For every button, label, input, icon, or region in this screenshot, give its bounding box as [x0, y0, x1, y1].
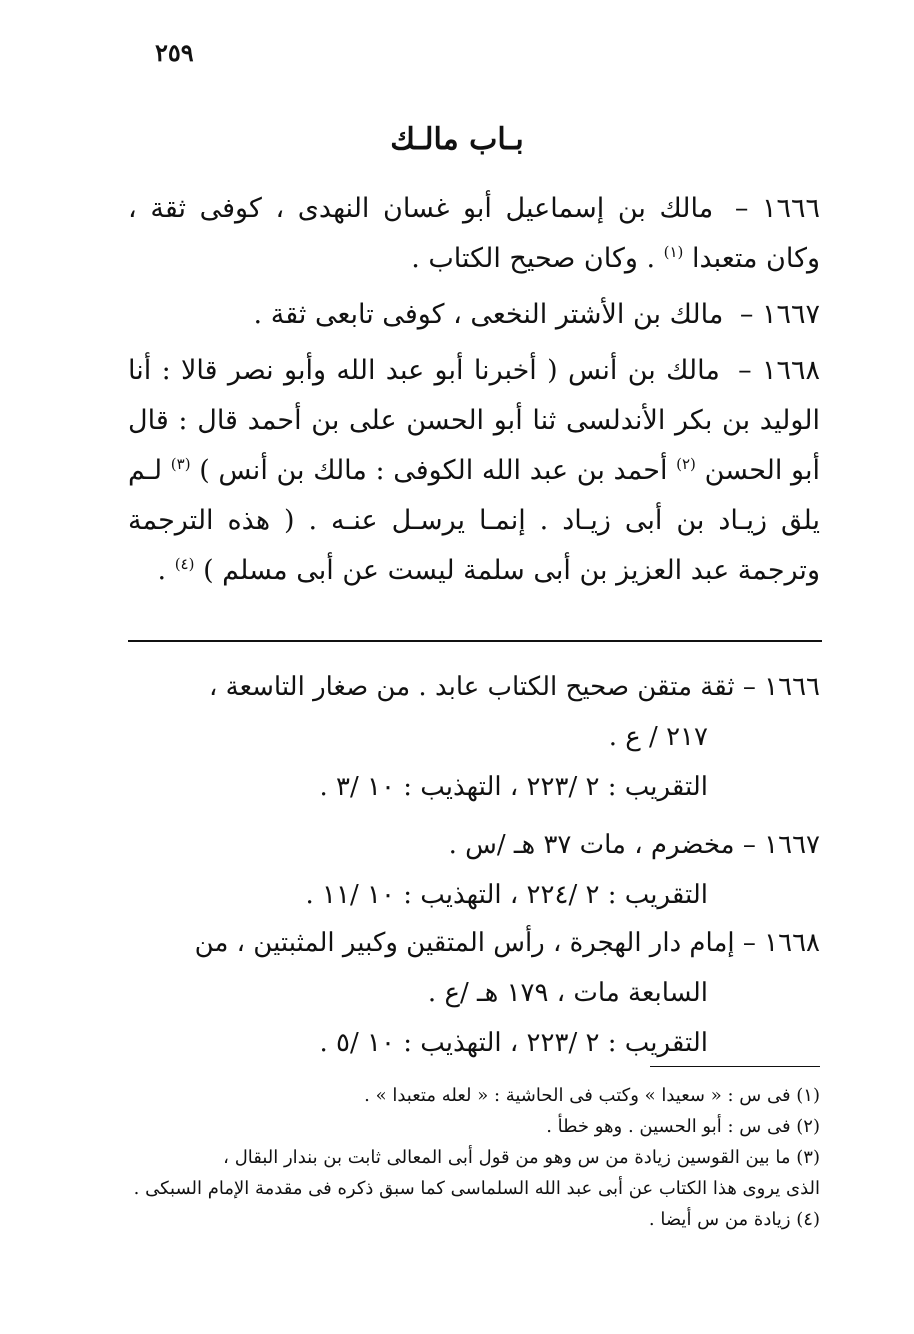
note-line: التقريب : ٢ /٢٢٣ ، التهذيب : ١٠ /٣ .	[319, 772, 708, 802]
entry-1668	[128, 346, 820, 596]
note-1668	[118, 918, 820, 1068]
note-1666	[118, 662, 820, 812]
note-line: ١٦٦٦ – ثقة متقن صحيح الكتاب عابد . من صغار التاسعة ،	[208, 672, 820, 702]
entry-number: ١٦٦٨ –	[738, 355, 820, 386]
footnote-rule	[650, 1066, 820, 1067]
entry-number: ١٦٦٦ –	[734, 193, 820, 224]
footnote-ref-2: (٢)	[676, 455, 696, 473]
note-line: السابعة مات ، ١٧٩ هـ /ع .	[427, 978, 708, 1008]
footnote-ref-1: (١)	[663, 243, 684, 261]
entry-1667	[128, 290, 820, 340]
footnotes	[120, 1080, 820, 1235]
chapter-title: بـاب مالـك	[390, 122, 524, 157]
entry-text: أحمد بن عبد الله الكوفى : مالك بن أنس )	[199, 455, 668, 486]
entry-1666	[128, 184, 820, 284]
entry-text: مالك بن إسماعيل أبو غسان النهدى ، كوفى ثقة ، وكان متعبدا	[128, 193, 820, 274]
divider-rule	[128, 640, 822, 642]
entry-text: مالك بن أنس ( أخبرنا أبو عبد الله وأبو نصر قالا : أنا الوليد بن بكر الأندلسى ثنا أبو الحسن على بن أحمد قال : قال أبو الحسن	[128, 355, 820, 486]
page-number: ٢٥٩	[155, 38, 194, 67]
note-line: ١٦٦٧ – مخضرم ، مات ٣٧ هـ /س .	[448, 830, 820, 860]
footnote-1: (١) فى س : « سعيدا » وكتب فى الحاشية : « لعله متعبدا » .	[364, 1085, 820, 1106]
note-line: ٢١٧ / ع .	[608, 722, 708, 752]
note-line: التقريب : ٢ /٢٢٣ ، التهذيب : ١٠ /٥ .	[319, 1028, 708, 1058]
note-1667	[118, 820, 820, 920]
entry-text: مالك بن الأشتر النخعى ، كوفى تابعى ثقة .	[253, 299, 724, 330]
note-line: التقريب : ٢ /٢٢٤ ، التهذيب : ١٠ /١١ .	[305, 880, 708, 910]
footnote-4: (٤) زيادة من س أيضا .	[648, 1209, 820, 1230]
entry-text: . وكان صحيح الكتاب .	[411, 243, 656, 274]
entry-text: لـم يلق زيـاد بن أبى زيـاد . إنمـا يرسـل عنـه . ( هذه الترجمة وترجمة عبد العزيز بن أبى سلمة ليست عن أبى مسلم )	[128, 455, 820, 586]
footnote-3-continued: الذى يروى هذا الكتاب عن أبى عبد الله السلماسى كما سبق ذكره فى مقدمة الإمام السبكى .	[133, 1178, 820, 1199]
entry-text: .	[157, 555, 167, 586]
note-line: ١٦٦٨ – إمام دار الهجرة ، رأس المتقين وكبير المثبتين ، من	[194, 928, 820, 958]
footnote-2: (٢) فى س : أبو الحسين . وهو خطأ .	[546, 1116, 820, 1137]
footnote-ref-3: (٣)	[170, 455, 191, 473]
entry-number: ١٦٦٧ –	[739, 299, 820, 330]
footnote-ref-4: (٤)	[174, 555, 195, 573]
footnote-3: (٣) ما بين القوسين زيادة من س وهو من قول أبى المعالى ثابت بن بندار البقال ،	[223, 1147, 820, 1168]
